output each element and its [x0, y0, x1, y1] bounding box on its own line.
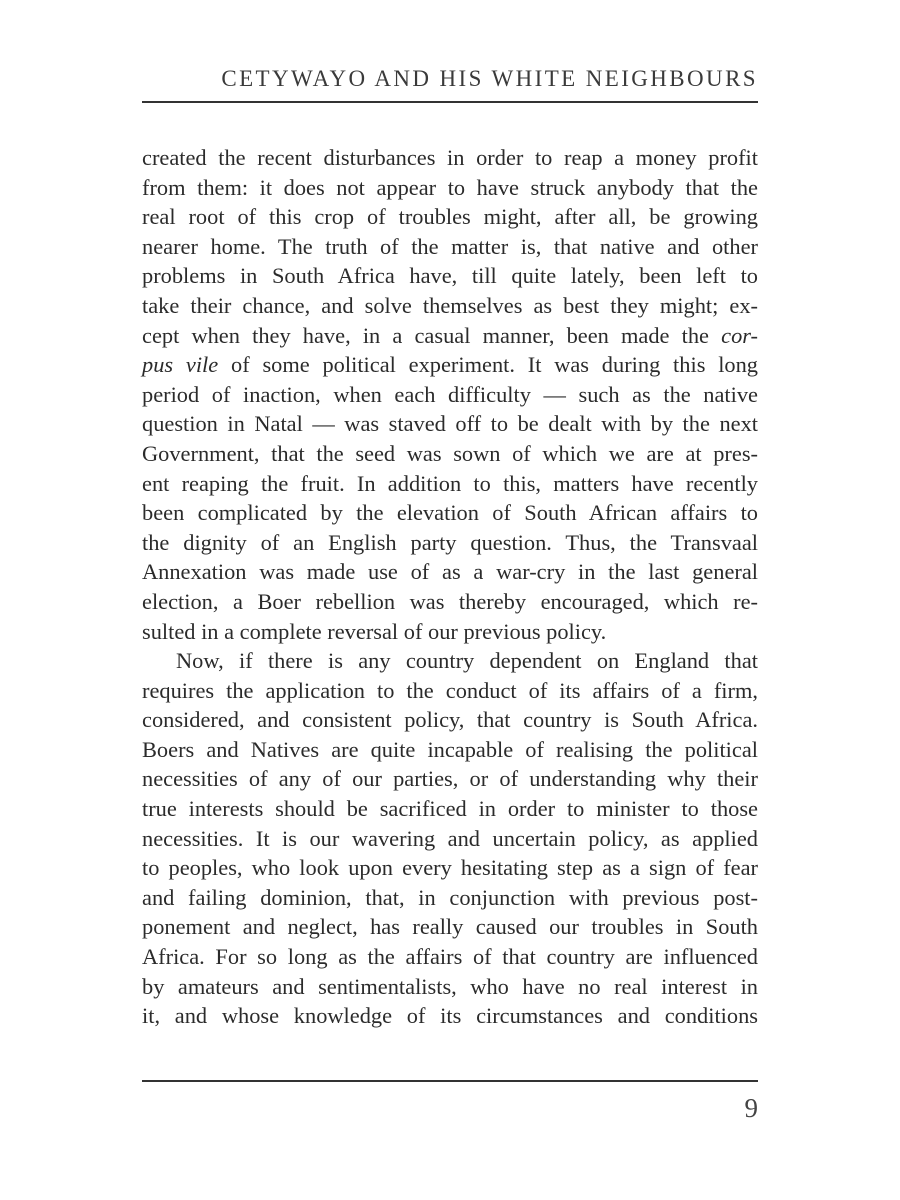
text-line: nearer home. The truth of the matter is, that native and other [142, 233, 758, 259]
text-line: it, and whose knowledge of its circumstances and conditions [142, 1003, 758, 1029]
text-line: by amateurs and sentimentalists, who have no real interest in [142, 973, 758, 999]
italic-term: cor- [721, 322, 758, 348]
text-line: Now, if there is any country dependent on England that [176, 648, 758, 674]
text-line: Annexation was made use of as a war-cry in the last general [142, 559, 758, 585]
text-line: requires the application to the conduct of its affairs of a firm, [142, 677, 758, 703]
text-segment: cept when they have, in a casual manner, been made the [142, 322, 722, 348]
text-line [142, 321, 758, 351]
text-line: question in Natal — was staved off to be dealt with by the next [142, 411, 758, 437]
text-line: true interests should be sacrificed in order to minister to those [142, 796, 758, 822]
text-line [142, 350, 758, 380]
text-line: Africa. For so long as the affairs of that country are influenced [142, 944, 758, 970]
italic-term: pus vile [142, 352, 219, 378]
text-line: election, a Boer rebellion was thereby encouraged, which re- [142, 588, 758, 614]
text-line: real root of this crop of troubles might, after all, be growing [142, 204, 758, 230]
text-line: necessities of any of our parties, or of understanding why their [142, 766, 758, 792]
text-line: been complicated by the elevation of South African affairs to [142, 500, 758, 526]
footer-rule [142, 1080, 758, 1082]
text-line: sulted in a complete reversal of our previous policy. [142, 618, 607, 644]
text-line: necessities. It is our wavering and uncertain policy, as applied [142, 825, 758, 851]
text-segment: of some political experiment. It was during this long [218, 352, 758, 378]
text-line: Boers and Natives are quite incapable of realising the political [142, 736, 758, 762]
running-head-title: CETYWAYO AND HIS WHITE NEIGHBOURS [221, 66, 758, 91]
text-line: created the recent disturbances in order to reap a money profit [142, 145, 758, 170]
body-text [142, 143, 758, 1031]
text-line: problems in South Africa have, till quite lately, been left to [142, 263, 758, 289]
text-line: ponement and neglect, has really caused our troubles in South [142, 914, 758, 940]
text-line: from them: it does not appear to have struck anybody that the [142, 174, 758, 200]
text-line: to peoples, who look upon every hesitating step as a sign of fear [142, 855, 758, 881]
text-line: ent reaping the fruit. In addition to this, matters have recently [142, 470, 758, 496]
page-number: 9 [744, 1093, 758, 1123]
header-rule [142, 101, 758, 103]
text-line: and failing dominion, that, in conjunction with previous post- [142, 884, 758, 910]
text-line: the dignity of an English party question. Thus, the Transvaal [142, 529, 758, 555]
text-line: period of inaction, when each difficulty — such as the native [142, 381, 758, 407]
text-line: considered, and consistent policy, that country is South Africa. [142, 707, 758, 733]
text-line: Government, that the seed was sown of which we are at pres- [142, 440, 758, 466]
text-line: take their chance, and solve themselves as best they might; ex- [142, 292, 758, 318]
